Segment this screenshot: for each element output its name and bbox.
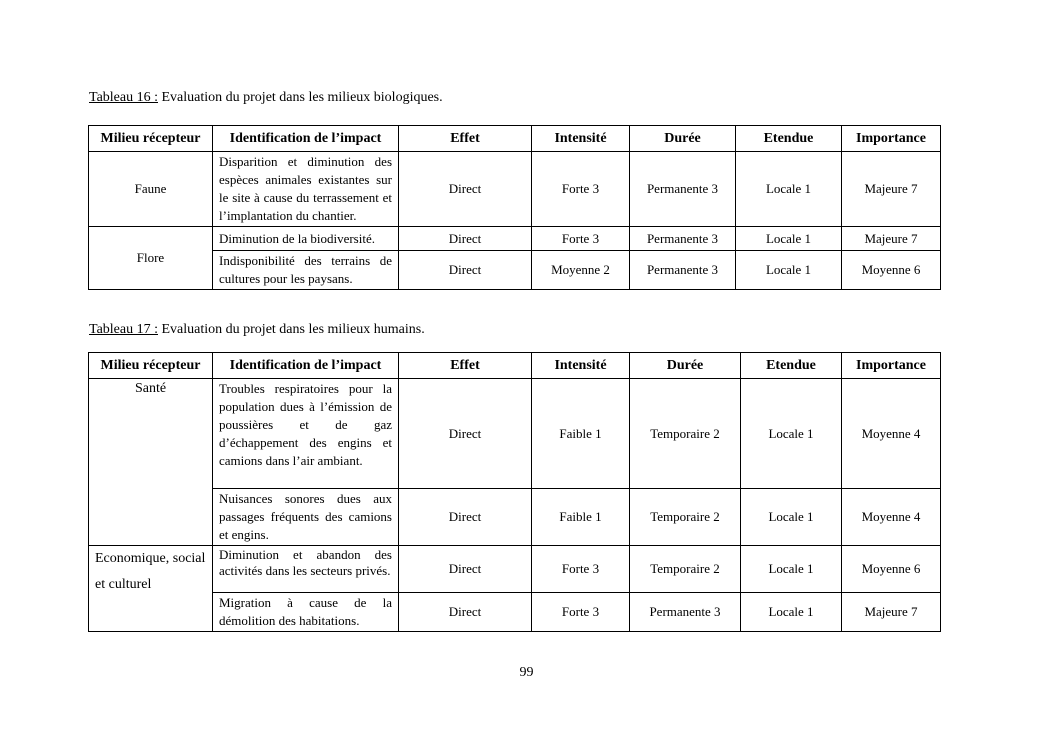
- etendue-cell: Locale 1: [736, 251, 842, 290]
- effet-cell: Direct: [399, 251, 532, 290]
- duree-cell: Permanente 3: [630, 227, 736, 251]
- impact-cell: Diminution et abandon des activités dans les secteurs privés.: [213, 546, 399, 593]
- table16-header-intensite: Intensité: [532, 126, 630, 152]
- milieu-cell: Santé: [89, 379, 213, 546]
- table-row: [89, 546, 941, 593]
- milieu-cell: Faune: [89, 152, 213, 227]
- effet-cell: Direct: [399, 227, 532, 251]
- milieu-cell: Flore: [89, 227, 213, 290]
- table16-header-etendue: Etendue: [736, 126, 842, 152]
- table17-header-etendue: Etendue: [741, 353, 842, 379]
- impact-cell: Migration à cause de la démolition des habitations.: [213, 593, 399, 632]
- table17-header-importance: Importance: [842, 353, 941, 379]
- table16-header-importance: Importance: [842, 126, 941, 152]
- table16-header-row: [89, 126, 941, 152]
- intensite-cell: Forte 3: [532, 593, 630, 632]
- table17-header-duree: Durée: [630, 353, 741, 379]
- duree-cell: Temporaire 2: [630, 546, 741, 593]
- table-row: [89, 152, 941, 227]
- table17-caption: [89, 322, 425, 338]
- duree-cell: Permanente 3: [630, 152, 736, 227]
- impact-cell: Troubles respiratoires pour la population dues à l’émission de poussières et de gaz d’échappement des engins et camions dans l’air ambiant.: [213, 379, 399, 489]
- effet-cell: Direct: [399, 152, 532, 227]
- effet-cell: Direct: [399, 379, 532, 489]
- duree-cell: Temporaire 2: [630, 489, 741, 546]
- table17-header-row: [89, 353, 941, 379]
- impact-cell: Indisponibilité des terrains de cultures pour les paysans.: [213, 251, 399, 290]
- table17: [88, 352, 941, 632]
- table16: [88, 125, 941, 290]
- etendue-cell: Locale 1: [741, 546, 842, 593]
- duree-cell: Permanente 3: [630, 593, 741, 632]
- table16-caption-text: Evaluation du projet dans les milieux biologiques.: [158, 90, 443, 105]
- etendue-cell: Locale 1: [736, 227, 842, 251]
- importance-cell: Majeure 7: [842, 593, 941, 632]
- table17-header-impact: Identification de l’impact: [213, 353, 399, 379]
- milieu-cell: Economique, social et culturel: [89, 546, 213, 632]
- table16-caption: [89, 90, 443, 106]
- table17-header-intensite: Intensité: [532, 353, 630, 379]
- table17-caption-text: Evaluation du projet dans les milieux humains.: [158, 322, 425, 337]
- table17-header-effet: Effet: [399, 353, 532, 379]
- table17-header-milieu: Milieu récepteur: [89, 353, 213, 379]
- intensite-cell: Faible 1: [532, 379, 630, 489]
- table-row: [89, 489, 941, 546]
- importance-cell: Moyenne 6: [842, 251, 941, 290]
- table-row: [89, 251, 941, 290]
- importance-cell: Moyenne 6: [842, 546, 941, 593]
- table-row: [89, 379, 941, 489]
- table-row: [89, 227, 941, 251]
- importance-cell: Majeure 7: [842, 227, 941, 251]
- etendue-cell: Locale 1: [736, 152, 842, 227]
- table16-caption-label: Tableau 16 :: [89, 90, 158, 105]
- intensite-cell: Forte 3: [532, 227, 630, 251]
- page-number: 99: [519, 665, 534, 680]
- intensite-cell: Moyenne 2: [532, 251, 630, 290]
- importance-cell: Moyenne 4: [842, 379, 941, 489]
- etendue-cell: Locale 1: [741, 379, 842, 489]
- impact-cell: Disparition et diminution des espèces animales existantes sur le site à cause du terrassement et l’implantation du chantier.: [213, 152, 399, 227]
- table16-header-effet: Effet: [399, 126, 532, 152]
- table16-header-milieu: Milieu récepteur: [89, 126, 213, 152]
- duree-cell: Temporaire 2: [630, 379, 741, 489]
- duree-cell: Permanente 3: [630, 251, 736, 290]
- etendue-cell: Locale 1: [741, 593, 842, 632]
- importance-cell: Moyenne 4: [842, 489, 941, 546]
- table16-header-impact: Identification de l’impact: [213, 126, 399, 152]
- importance-cell: Majeure 7: [842, 152, 941, 227]
- intensite-cell: Forte 3: [532, 152, 630, 227]
- table-row: [89, 593, 941, 632]
- effet-cell: Direct: [399, 546, 532, 593]
- table17-caption-label: Tableau 17 :: [89, 322, 158, 337]
- effet-cell: Direct: [399, 593, 532, 632]
- intensite-cell: Forte 3: [532, 546, 630, 593]
- etendue-cell: Locale 1: [741, 489, 842, 546]
- table16-header-duree: Durée: [630, 126, 736, 152]
- impact-cell: Nuisances sonores dues aux passages fréquents des camions et engins.: [213, 489, 399, 546]
- effet-cell: Direct: [399, 489, 532, 546]
- impact-cell: Diminution de la biodiversité.: [213, 227, 399, 251]
- intensite-cell: Faible 1: [532, 489, 630, 546]
